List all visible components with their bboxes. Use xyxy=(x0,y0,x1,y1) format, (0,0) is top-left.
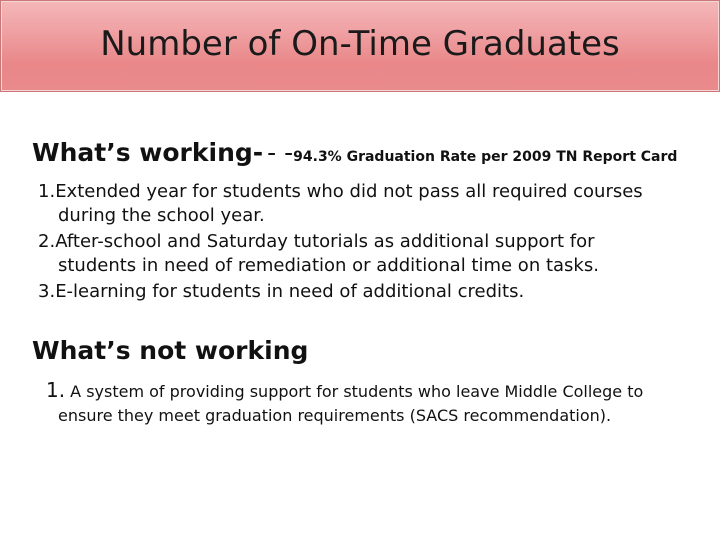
list-item-text: E-learning for students in need of additional credits. xyxy=(55,281,525,302)
title-banner xyxy=(0,0,720,92)
whats-working-list xyxy=(38,180,678,306)
slide-title: Number of On-Time Graduates xyxy=(100,24,620,64)
list-item xyxy=(38,180,678,228)
list-item-text: Extended year for students who did not pass all required courses during the school year. xyxy=(55,181,643,226)
list-item-number: 1. xyxy=(38,181,56,202)
list-item-number: 3. xyxy=(38,281,56,302)
list-item xyxy=(34,230,678,278)
whats-not-working-label: What’s not working xyxy=(32,336,309,365)
whats-working-label: What’s working- xyxy=(32,138,264,167)
list-item xyxy=(34,280,678,304)
list-item xyxy=(46,378,696,428)
list-item-number: 2. xyxy=(38,231,56,252)
list-item-number: 1. xyxy=(46,378,66,402)
heading-dashes: - - xyxy=(267,138,294,167)
whats-not-working-heading xyxy=(32,336,308,365)
graduation-rate-text: 94.3% Graduation Rate per 2009 TN Report Card xyxy=(293,149,678,165)
whats-working-heading xyxy=(32,138,677,167)
whats-not-working-list xyxy=(46,378,696,428)
list-item-text: A system of providing support for students who leave Middle College to ensure they meet graduation requirements (SACS recommendation). xyxy=(58,382,644,425)
list-item-text: After-school and Saturday tutorials as additional support for students in need of remediation or additional time on tasks. xyxy=(55,231,599,276)
